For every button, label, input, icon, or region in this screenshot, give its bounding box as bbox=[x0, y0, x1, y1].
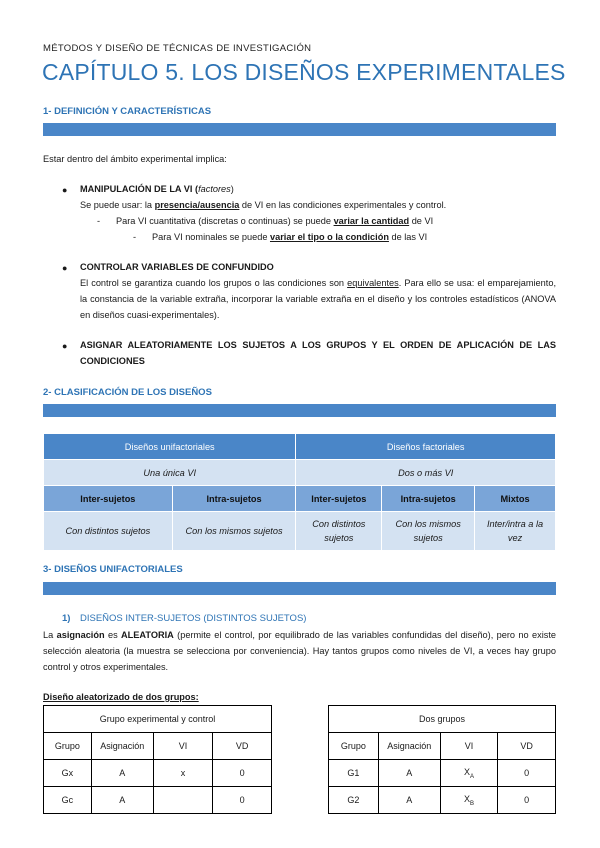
cell bbox=[153, 787, 213, 814]
cell: $X_A$ bbox=[440, 760, 498, 787]
col-vi: VI bbox=[153, 733, 213, 760]
design-table-control bbox=[43, 705, 272, 814]
classification-table bbox=[43, 433, 556, 551]
header-factorial: Diseños factoriales bbox=[296, 434, 556, 460]
table-row bbox=[44, 760, 272, 787]
sub-bullet-dash: - bbox=[133, 232, 137, 242]
bullet-icon: ● bbox=[62, 185, 68, 195]
table-title: Grupo experimental y control bbox=[44, 706, 272, 733]
table-row bbox=[44, 787, 272, 814]
col-mixtos: Mixtos bbox=[475, 486, 556, 512]
desc-inter-uni: Con distintos sujetos bbox=[44, 512, 173, 551]
bullet-3-title: ASIGNAR ALEATORIAMENTE LOS SUJETOS A LOS GRUPOS Y EL ORDEN DE APLICACIÓN DE LAS CONDICIONES bbox=[80, 340, 556, 366]
col-vd: VD bbox=[498, 733, 556, 760]
cell: $X_B$ bbox=[440, 787, 498, 814]
col-grupo: Grupo bbox=[329, 733, 379, 760]
section-heading-1: 1- DEFINICIÓN Y CARACTERÍSTICAS bbox=[43, 106, 212, 117]
col-grupo: Grupo bbox=[44, 733, 92, 760]
col-intra-uni: Intra-sujetos bbox=[172, 486, 296, 512]
sub-factorial: Dos o más VI bbox=[296, 460, 556, 486]
bullet-icon: ● bbox=[62, 263, 68, 273]
col-inter-uni: Inter-sujetos bbox=[44, 486, 173, 512]
header-unifactorial: Diseños unifactoriales bbox=[44, 434, 296, 460]
cell: x bbox=[153, 760, 213, 787]
bullet-2-text: El control se garantiza cuando los grupos o las condiciones son equivalentes. Para ello se usa: el emparejamiento, la constancia de la variable extraña, incorporar la variable extraña en el diseño y los controles estadísticos (ANOVA en diseños cuasi-experimentales). bbox=[80, 278, 556, 320]
cell: 0 bbox=[498, 787, 556, 814]
desc-inter-fac: Con distintos sujetos bbox=[296, 512, 382, 551]
design-label: Diseño aleatorizado de dos grupos: bbox=[43, 692, 199, 702]
col-vd: VD bbox=[213, 733, 272, 760]
cell: A bbox=[91, 787, 153, 814]
section-heading-2: 2- CLASIFICACIÓN DE LOS DISEÑOS bbox=[43, 387, 212, 398]
section-bar-3 bbox=[43, 582, 556, 595]
desc-intra-uni: Con los mismos sujetos bbox=[172, 512, 296, 551]
bullet-1-text: Se puede usar: la presencia/ausencia de VI en las condiciones experimentales y control. bbox=[80, 200, 447, 210]
section-bar-1 bbox=[43, 123, 556, 136]
desc-intra-fac: Con los mismos sujetos bbox=[382, 512, 475, 551]
sub-unifactorial: Una única VI bbox=[44, 460, 296, 486]
cell: Gx bbox=[44, 760, 92, 787]
col-vi: VI bbox=[440, 733, 498, 760]
col-asignacion: Asignación bbox=[378, 733, 440, 760]
intro-text: Estar dentro del ámbito experimental implica: bbox=[43, 154, 227, 164]
table-row bbox=[329, 760, 556, 787]
cell: A bbox=[378, 760, 440, 787]
cell: G1 bbox=[329, 760, 379, 787]
cell: G2 bbox=[329, 787, 379, 814]
running-header: MÉTODOS Y DISEÑO DE TÉCNICAS DE INVESTIGACIÓN bbox=[43, 43, 312, 54]
bullet-2-title: CONTROLAR VARIABLES DE CONFUNDIDO bbox=[80, 262, 274, 272]
subsection-title: DISEÑOS INTER-SUJETOS (DISTINTOS SUJETOS) bbox=[80, 613, 307, 624]
desc-mixtos: Inter/intra a la vez bbox=[475, 512, 556, 551]
col-inter-fac: Inter-sujetos bbox=[296, 486, 382, 512]
section-heading-3: 3- DISEÑOS UNIFACTORIALES bbox=[43, 564, 183, 575]
cell: 0 bbox=[498, 760, 556, 787]
sub-bullet-2: Para VI nominales se puede variar el tipo o la condición de las VI bbox=[152, 232, 428, 242]
subsection-number: 1) bbox=[62, 613, 71, 624]
bullet-1-title: MANIPULACIÓN DE LA VI (factores) bbox=[80, 184, 234, 194]
col-asignacion: Asignación bbox=[91, 733, 153, 760]
section-bar-2 bbox=[43, 404, 556, 417]
design-table-two-groups bbox=[328, 705, 556, 814]
cell: A bbox=[378, 787, 440, 814]
sub-bullet-1: Para VI cuantitativa (discretas o continuas) se puede variar la cantidad de VI bbox=[116, 216, 434, 226]
table-title: Dos grupos bbox=[329, 706, 556, 733]
table-row bbox=[329, 787, 556, 814]
cell: A bbox=[91, 760, 153, 787]
chapter-title: CAPÍTULO 5. LOS DISEÑOS EXPERIMENTALES bbox=[42, 59, 566, 85]
col-intra-fac: Intra-sujetos bbox=[382, 486, 475, 512]
intersujetos-paragraph: La asignación es ALEATORIA (permite el control, por equilibrado de las variables confundidas del diseño), pero no existe selección aleatoria (la muestra se selecciona por conveniencia). Hay tantos grupos como niveles de VI, a veces hay grupo control y otros experimentales. bbox=[43, 630, 556, 672]
cell: 0 bbox=[213, 760, 272, 787]
sub-bullet-dash: - bbox=[97, 216, 101, 226]
cell: Gc bbox=[44, 787, 92, 814]
cell: 0 bbox=[213, 787, 272, 814]
bullet-icon: ● bbox=[62, 341, 68, 351]
